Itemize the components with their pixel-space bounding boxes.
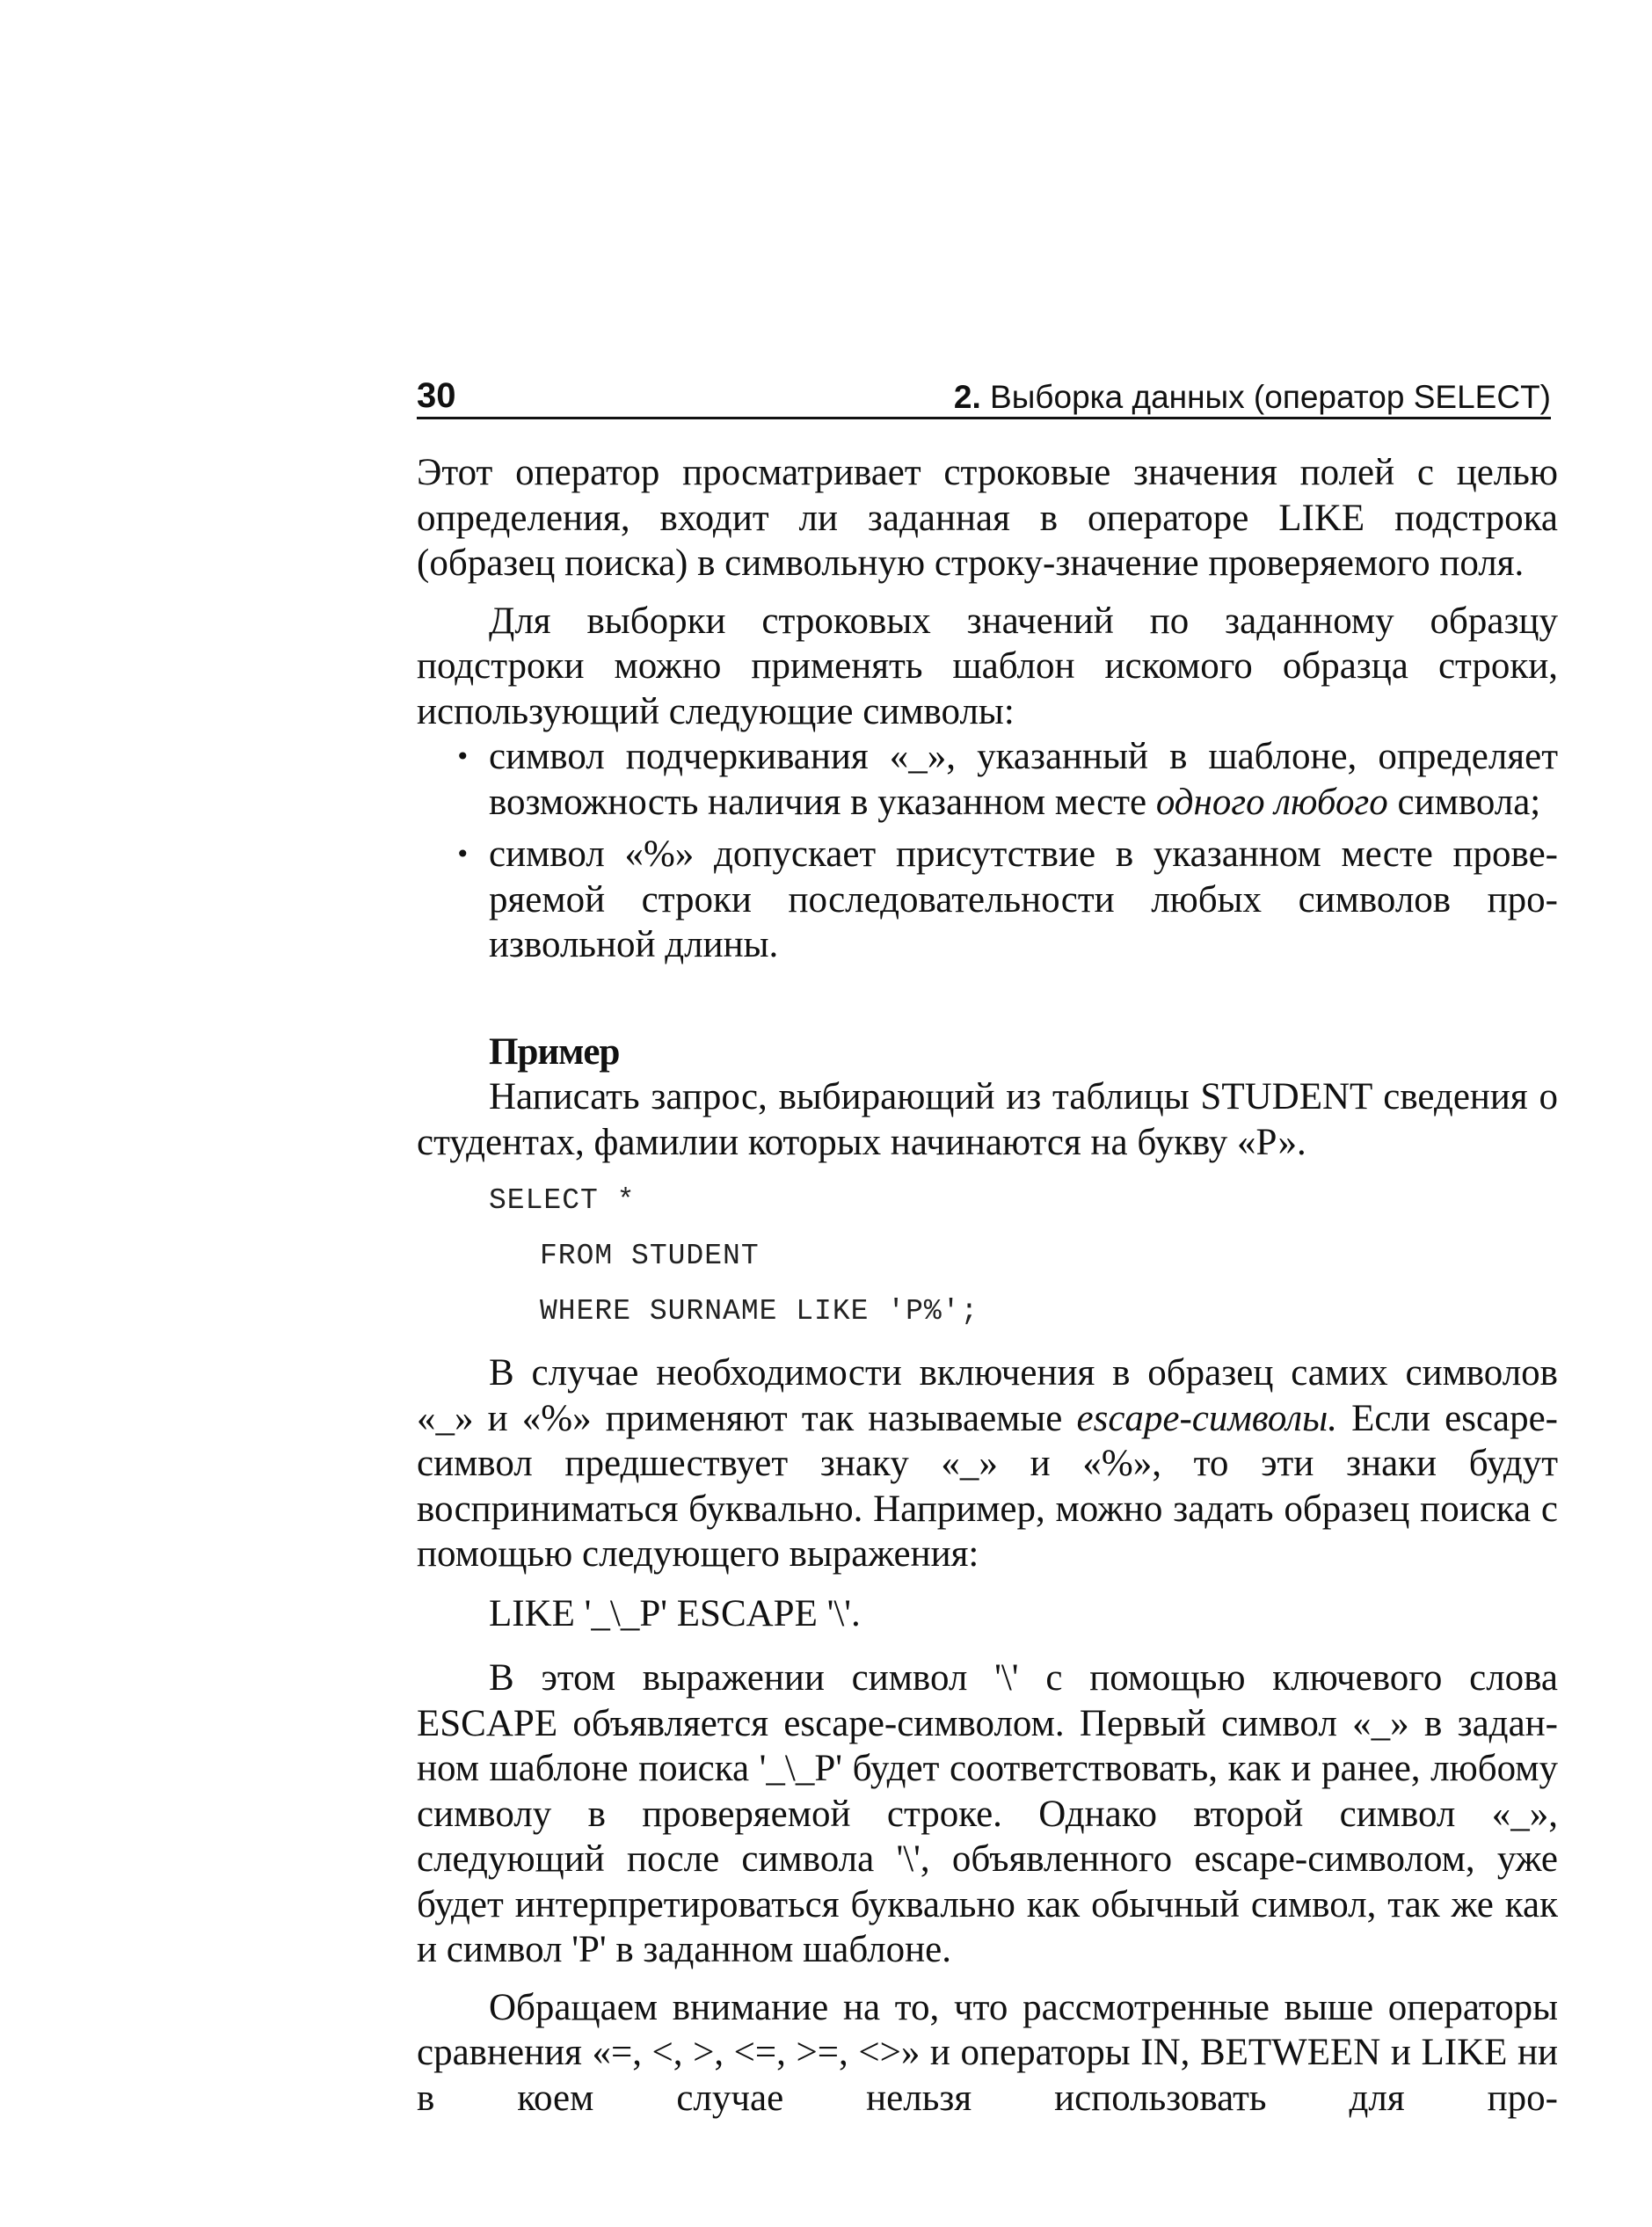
paragraph-escape-explanation: В этом выражении символ '\' с помощью ключевого слова ESCAPE объявляется escape-символом. Первый символ «_» в заданном шаблоне поиска '_\_P' будет соответствовать, как и ранее, любому символу в проверяемой строке. Однако второй символ «_», следующий после символа '\', объявленного escape-символом, уже будет интерпретироваться буквально как обычный символ, так же как и символ 'P' в заданном шаблоне.: [417, 1657, 1558, 1970]
example-heading: Пример: [489, 1030, 620, 1073]
escape-expression: LIKE '_\_P' ESCAPE '\'.: [489, 1592, 861, 1634]
code-line: SELECT *: [489, 1184, 636, 1217]
list-item-percent: • символ «%» допускает присутствие в указанном месте проверяемой строки последовательности любых символов произвольной длины.: [455, 833, 1558, 965]
paragraph-operators-note: Обращаем внимание на то, что рассмотренные выше операторы сравнения «=, <, >, <=, >=, <>» и операторы IN, BETWEEN и LIKE ни в коем случае нельзя использовать для про-: [417, 1986, 1558, 2119]
paragraph-like-intro: Этот оператор просматривает строковые значения полей с целью определения, входит ли заданная в операторе LIKE подстрока (образец поиска) в символьную строку-значение проверяемого поля.: [417, 452, 1558, 584]
paragraph-escape-intro: В случае необходимости включения в образец самих символов «_» и «%» применяют так называемые escape-символы. Если escape-символ предшествует знаку «_» и «%», то эти знаки будут восприниматься буквально. Например, можно задать образец поиска с помощью следующего выражения:: [417, 1352, 1558, 1575]
paragraph-template-intro: Для выборки строковых значений по заданному образцу подстроки можно применять шаблон искомого образца строки, использующий следующие символы:: [417, 600, 1558, 732]
running-header: [417, 362, 1551, 419]
bullet-icon: •: [455, 840, 470, 869]
wildcard-list: [417, 734, 1558, 968]
code-block: [417, 1182, 1558, 1331]
chapter-title: [954, 381, 1551, 413]
chapter-number: 2.: [953, 379, 981, 415]
code-line: WHERE SURNAME LIKE 'P%';: [540, 1295, 979, 1328]
code-line: FROM STUDENT: [540, 1240, 760, 1272]
bullet-icon: •: [455, 742, 470, 771]
body-text: [417, 450, 1558, 2121]
example-task: Написать запрос, выбирающий из таблицы STUDENT сведения о студентах, фамилии которых начинаются на букву «Р».: [417, 1076, 1558, 1163]
page-number: 30: [417, 376, 456, 415]
list-item-underscore: • символ подчеркивания «_», указанный в шаблоне, определяет возможность наличия в указанном месте одного любого символа;: [455, 736, 1558, 823]
chapter-title-text: Выборка данных (оператор SELECT): [990, 379, 1551, 415]
